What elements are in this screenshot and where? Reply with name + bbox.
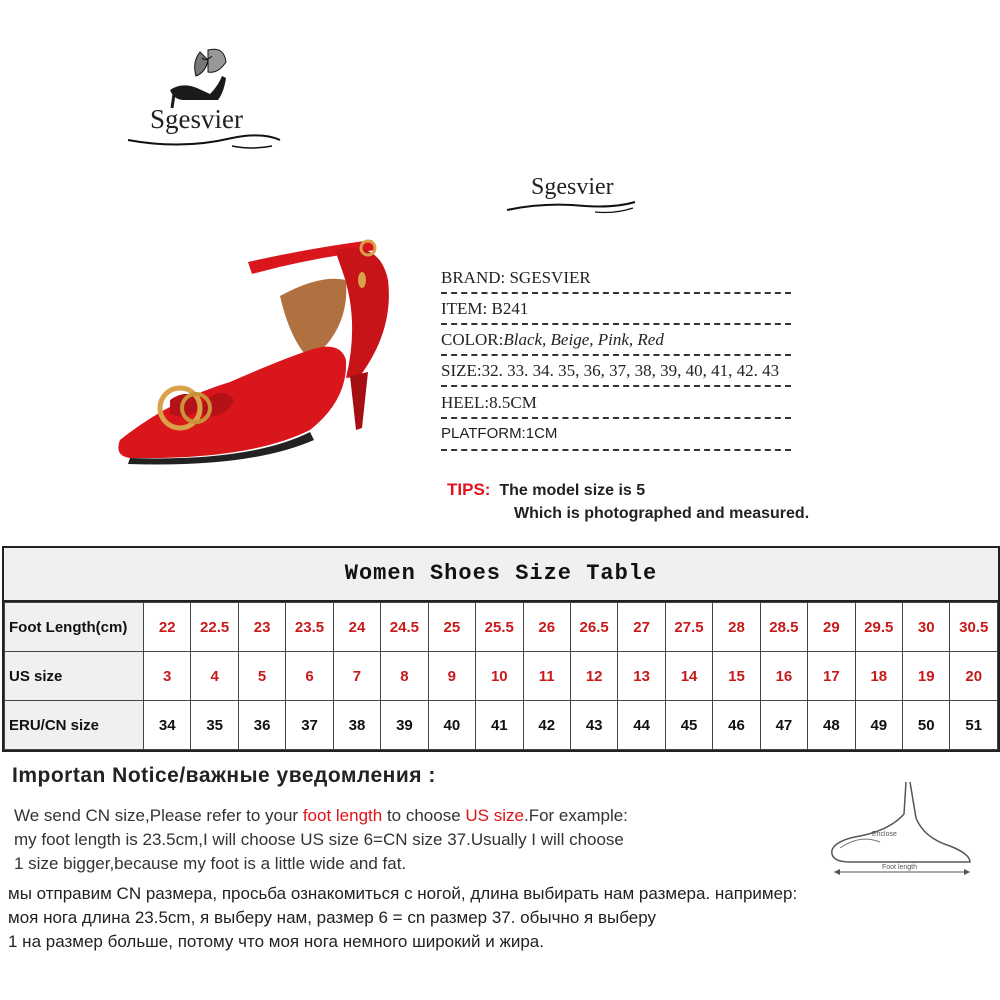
table-cell: 5: [238, 652, 285, 701]
table-cell: 30: [903, 603, 950, 652]
notice-en-line2: my foot length is 23.5cm,I will choose US size 6=CN size 37.Usually I will choose: [14, 830, 624, 849]
table-cell: 50: [903, 701, 950, 750]
row-label: Foot Length(cm): [5, 603, 144, 652]
notice-title: Importan Notice/важные уведомления :: [12, 764, 436, 787]
table-cell: 26.5: [570, 603, 617, 652]
table-cell: 13: [618, 652, 665, 701]
table-cell: 47: [760, 701, 807, 750]
divider: [441, 292, 791, 294]
table-cell: 9: [428, 652, 475, 701]
table-cell: 29: [808, 603, 855, 652]
divider: [441, 354, 791, 356]
table-cell: 43: [570, 701, 617, 750]
spec-heel: [441, 393, 801, 413]
table-cell: 24.5: [381, 603, 428, 652]
spec-color-label: COLOR:: [441, 330, 504, 349]
row-label: US size: [5, 652, 144, 701]
table-cell: 39: [381, 701, 428, 750]
brand-name-small: Sgesvier: [531, 174, 614, 200]
spec-item: [441, 299, 801, 319]
table-cell: 3: [144, 652, 191, 701]
table-cell: 28: [713, 603, 760, 652]
table-cell: 8: [381, 652, 428, 701]
size-table-body: [4, 602, 998, 750]
foot-length-label: Foot length: [882, 864, 918, 871]
table-cell: 41: [476, 701, 523, 750]
divider: [441, 385, 791, 387]
table-cell: 28.5: [760, 603, 807, 652]
divider: [441, 323, 791, 325]
spec-platform-text: PLATFORM:1CM: [441, 425, 558, 442]
table-cell: 46: [713, 701, 760, 750]
table-cell: 4: [191, 652, 238, 701]
table-cell: 36: [238, 701, 285, 750]
table-cell: 23.5: [286, 603, 333, 652]
spec-size-text: SIZE:32. 33. 34. 35, 36, 37, 38, 39, 40, 41, 42. 43: [441, 361, 780, 380]
table-cell: 45: [665, 701, 712, 750]
notice-en-part1: We send CN size,Please refer to your: [14, 806, 303, 825]
table-cell: 51: [950, 701, 998, 750]
spec-color: [441, 330, 801, 350]
table-cell: 49: [855, 701, 902, 750]
table-cell: 44: [618, 701, 665, 750]
table-cell: 40: [428, 701, 475, 750]
product-shoe-image: [110, 200, 410, 480]
table-cell: 42: [523, 701, 570, 750]
notice-english: [14, 804, 804, 876]
brand-logo-small: [505, 168, 645, 220]
spec-size: [441, 361, 801, 381]
table-cell: 22.5: [191, 603, 238, 652]
table-cell: 24: [333, 603, 380, 652]
table-cell: 27: [618, 603, 665, 652]
table-row: [5, 603, 998, 652]
table-cell: 11: [523, 652, 570, 701]
foot-icon: [820, 778, 990, 878]
table-cell: 19: [903, 652, 950, 701]
row-label: ERU/CN size: [5, 701, 144, 750]
spec-color-value: Black, Beige, Pink, Red: [503, 330, 664, 349]
table-cell: 14: [665, 652, 712, 701]
spec-heel-text: HEEL:8.5CM: [441, 393, 537, 412]
brand-name: Sgesvier: [150, 104, 243, 134]
table-cell: 10: [476, 652, 523, 701]
table-cell: 48: [808, 701, 855, 750]
table-cell: 16: [760, 652, 807, 701]
table-cell: 23: [238, 603, 285, 652]
notice-en-foot-length: foot length: [302, 806, 383, 825]
table-cell: 25: [428, 603, 475, 652]
table-cell: 18: [855, 652, 902, 701]
table-cell: 26: [523, 603, 570, 652]
spec-brand-text: BRAND: SGESVIER: [441, 268, 591, 287]
notice-ru-line2: моя нога длина 23.5cm, я выберу нам, размер 6 = cn размер 37. обычно я выберу: [8, 908, 656, 927]
butterfly-heel-icon: [122, 42, 292, 162]
table-cell: 30.5: [950, 603, 998, 652]
notice-ru-line3: 1 на размер больше, потому что моя нога немного широкий и жира.: [8, 932, 544, 951]
notice-en-part2: to choose: [382, 806, 466, 825]
tips-line-1: [447, 480, 645, 500]
brand-logo: [122, 42, 292, 162]
table-cell: 20: [950, 652, 998, 701]
enclose-label: Enclose: [872, 831, 897, 838]
spec-brand: [441, 268, 801, 288]
table-cell: 6: [286, 652, 333, 701]
table-cell: 7: [333, 652, 380, 701]
tips-text-2: Which is photographed and measured.: [514, 505, 810, 522]
notice-en-part3: .For example:: [523, 806, 628, 825]
table-cell: 38: [333, 701, 380, 750]
notice-en-line3: 1 size bigger,because my foot is a little wide and fat.: [14, 854, 407, 873]
spec-item-text: ITEM: B241: [441, 299, 529, 318]
table-cell: 34: [144, 701, 191, 750]
notice-ru-line1: мы отправим CN размера, просьба ознакомиться с ногой, длина выбирать нам размера. например:: [8, 884, 798, 903]
table-cell: 15: [713, 652, 760, 701]
table-row: [5, 652, 998, 701]
table-cell: 22: [144, 603, 191, 652]
table-cell: 29.5: [855, 603, 902, 652]
foot-measurement-diagram: [820, 778, 990, 878]
table-cell: 17: [808, 652, 855, 701]
table-cell: 37: [286, 701, 333, 750]
table-cell: 27.5: [665, 603, 712, 652]
table-cell: 12: [570, 652, 617, 701]
divider: [441, 449, 791, 451]
tips-label: TIPS:: [447, 480, 491, 499]
size-table: [2, 546, 1000, 752]
table-row: [5, 701, 998, 750]
spec-platform: [441, 425, 801, 442]
notice-en-us-size: US size: [465, 806, 524, 825]
notice-russian: [8, 882, 968, 954]
table-cell: 35: [191, 701, 238, 750]
size-table-title: Women Shoes Size Table: [4, 548, 998, 602]
table-cell: 25.5: [476, 603, 523, 652]
tips-text-1: The model size is 5: [499, 482, 646, 499]
divider: [441, 417, 791, 419]
